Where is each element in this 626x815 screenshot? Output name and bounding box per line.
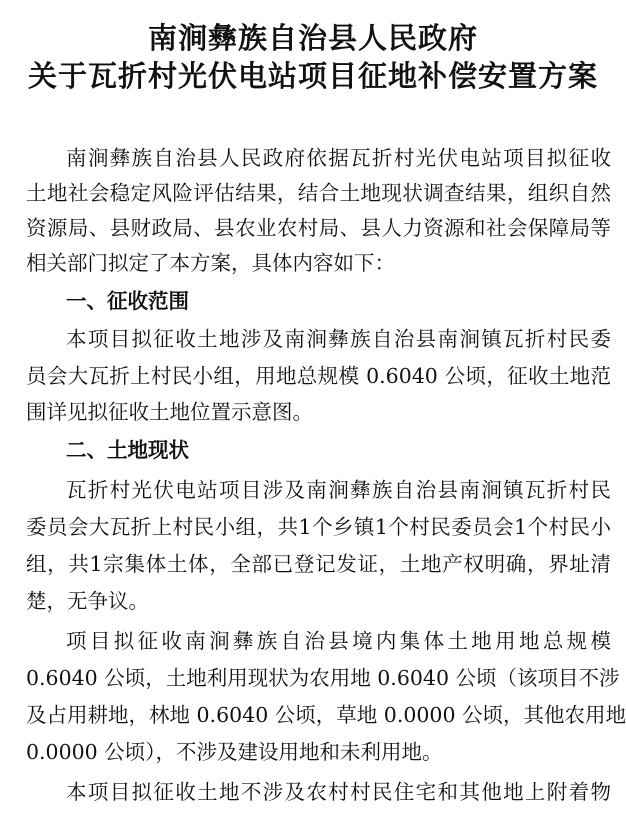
- document-title-line1: 南涧彝族自治县人民政府: [147, 21, 478, 55]
- section1-line: 员会大瓦折上村民小组，用地总规模 0.6040 公顷，征收土地范: [26, 364, 611, 388]
- intro-line: 南涧彝族自治县人民政府依据瓦折村光伏电站项目拟征收: [66, 146, 611, 170]
- section2-para2-line: 0.0000 公顷），不涉及建设用地和未利用地。: [26, 740, 443, 764]
- section2-para1-line: 组，共1宗集体土体，全部已登记发证，土地产权明确，界址清: [26, 552, 611, 576]
- section2-para2-line: 0.6040 公顷，土地利用现状为农用地 0.6040 公顷（该项目不涉: [26, 666, 620, 690]
- section-heading-scope: 一、征收范围: [66, 289, 189, 313]
- section1-line: 本项目拟征收土地涉及南涧彝族自治县南涧镇瓦折村民委: [66, 327, 611, 351]
- section2-para1-line: 瓦折村光伏电站项目涉及南涧彝族自治县南涧镇瓦折村民: [66, 478, 611, 502]
- intro-line: 资源局、县财政局、县农业农村局、县人力资源和社会保障局等: [26, 216, 611, 240]
- section2-para1-line: 委员会大瓦折上村民小组，共1个乡镇1个村民委员会1个村民小: [26, 515, 611, 539]
- section1-line: 围详见拟征收土地位置示意图。: [26, 400, 313, 424]
- section2-para1-line: 楚，无争议。: [26, 589, 149, 613]
- intro-line: 土地社会稳定风险评估结果，结合土地现状调查结果，组织自然: [26, 181, 611, 205]
- section2-para3-line: 本项目拟征收土地不涉及农村村民住宅和其他地上附着物: [66, 780, 611, 804]
- section2-para2-line: 及占用耕地，林地 0.6040 公顷，草地 0.0000 公顷，其他农用地: [26, 703, 626, 727]
- section-heading-land-status: 二、土地现状: [66, 438, 189, 462]
- section2-para2-line: 项目拟征收南涧彝族自治县境内集体土地用地总规模: [66, 629, 611, 653]
- intro-line: 相关部门拟定了本方案，具体内容如下：: [26, 251, 395, 275]
- document-title-line2: 关于瓦折村光伏电站项目征地补偿安置方案: [27, 59, 598, 93]
